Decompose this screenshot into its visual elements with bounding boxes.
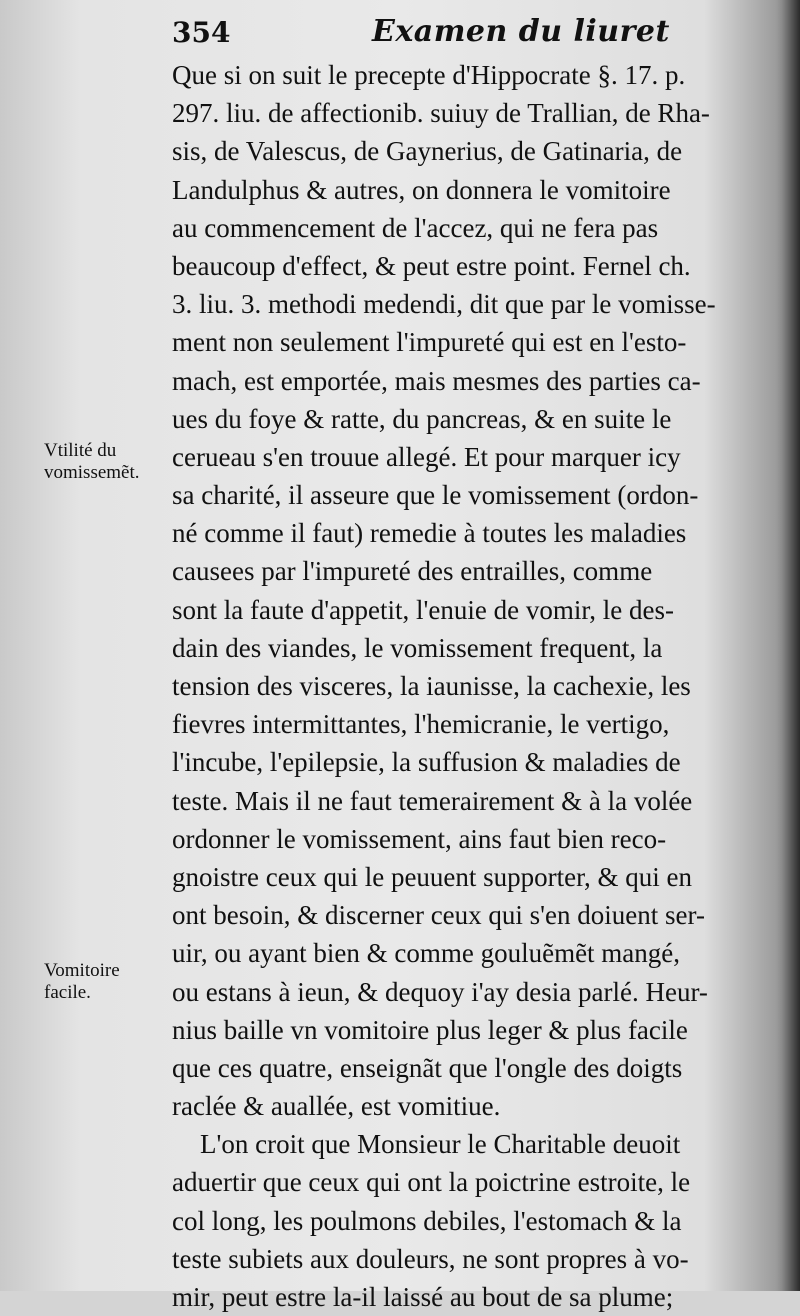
- page-number: 354: [172, 16, 231, 49]
- running-title: Examen du liuret: [372, 14, 670, 49]
- text-line: l'incube, l'epilepsie, la suffusion & maladies de: [172, 747, 681, 778]
- text-line: dain des viandes, le vomissement frequent, la: [172, 632, 663, 663]
- margin-note-line: vomissemẽt.: [44, 462, 140, 483]
- text-line: ordonner le vomissement, ains faut bien reco-: [172, 823, 667, 854]
- text-line: ou estans à ieun, & dequoy i'ay desia parlé. Heur-: [172, 976, 708, 1007]
- text-line: Landulphus & autres, on donnera le vomitoire: [172, 174, 671, 205]
- text-line: aduertir que ceux qui ont la poictrine estroite, le: [172, 1167, 691, 1198]
- text-line: que ces quatre, enseignãt que l'ongle des doigts: [172, 1052, 683, 1083]
- text-line: au commencement de l'accez, qui ne fera pas: [172, 212, 659, 243]
- text-line: 297. liu. de affectionib. suiuy de Trallian, de Rha-: [172, 98, 710, 129]
- text-line: tension des visceres, la iaunisse, la cachexie, les: [172, 671, 691, 701]
- text-line: 3. liu. 3. methodi medendi, dit que par le vomisse-: [172, 289, 716, 320]
- text-line: sis, de Valescus, de Gaynerius, de Gatinaria, de: [172, 136, 683, 167]
- text-line: sa charité, il asseure que le vomissement (ordon-: [172, 480, 699, 511]
- body-text: [172, 56, 756, 1316]
- text-line: teste subiets aux douleurs, ne sont propres à vo-: [172, 1243, 689, 1274]
- page-header: [172, 14, 772, 60]
- text-line: ont besoin, & discerner ceux qui s'en doiuent ser-: [172, 900, 705, 931]
- text-line: teste. Mais il ne faut temerairement & à la volée: [172, 785, 693, 816]
- text-line: raclée & auallée, est vomitiue.: [172, 1091, 501, 1122]
- text-line: L'on croit que Monsieur le Charitable deuoit: [200, 1129, 681, 1160]
- text-line: ues du foye & ratte, du pancreas, & en suite le: [172, 403, 672, 434]
- margin-note-vomitoire: [44, 960, 160, 1004]
- text-line: mach, est emportée, mais mesmes des parties ca-: [172, 365, 701, 396]
- text-line: gnoistre ceux qui le peuuent supporter, & qui en: [172, 861, 693, 892]
- text-line: causees par l'impureté des entrailles, comme: [172, 556, 653, 587]
- margin-note-line: Vomitoire: [44, 960, 120, 981]
- text-line: uir, ou ayant bien & comme gouluẽmẽt mangé,: [172, 938, 681, 969]
- text-line: sont la faute d'appetit, l'enuie de vomir, le des-: [172, 594, 674, 625]
- text-line: fievres intermittantes, l'hemicranie, le vertigo,: [172, 709, 670, 740]
- text-line: col long, les poulmons debiles, l'estomach & la: [172, 1205, 682, 1236]
- text-line: né comme il faut) remedie à toutes les maladies: [172, 518, 687, 549]
- text-line: beaucoup d'effect, & peut estre point. Fernel ch.: [172, 250, 691, 281]
- book-gutter-shadow: [782, 0, 800, 1291]
- text-line: ment non seulement l'impureté qui est en l'esto-: [172, 327, 687, 358]
- margin-note-vtilite: [44, 440, 160, 484]
- text-line: mir, peut estre la-il laissé au bout de sa plume;: [172, 1282, 674, 1312]
- text-line: cerueau s'en trouue allegé. Et pour marquer icy: [172, 441, 681, 472]
- text-line: Que si on suit le precepte d'Hippocrate §. 17. p.: [172, 60, 686, 90]
- margin-note-line: Vtilité du: [44, 440, 117, 461]
- text-line: nius baille vn vomitoire plus leger & plus facile: [172, 1014, 688, 1045]
- margin-note-line: facile.: [44, 982, 91, 1003]
